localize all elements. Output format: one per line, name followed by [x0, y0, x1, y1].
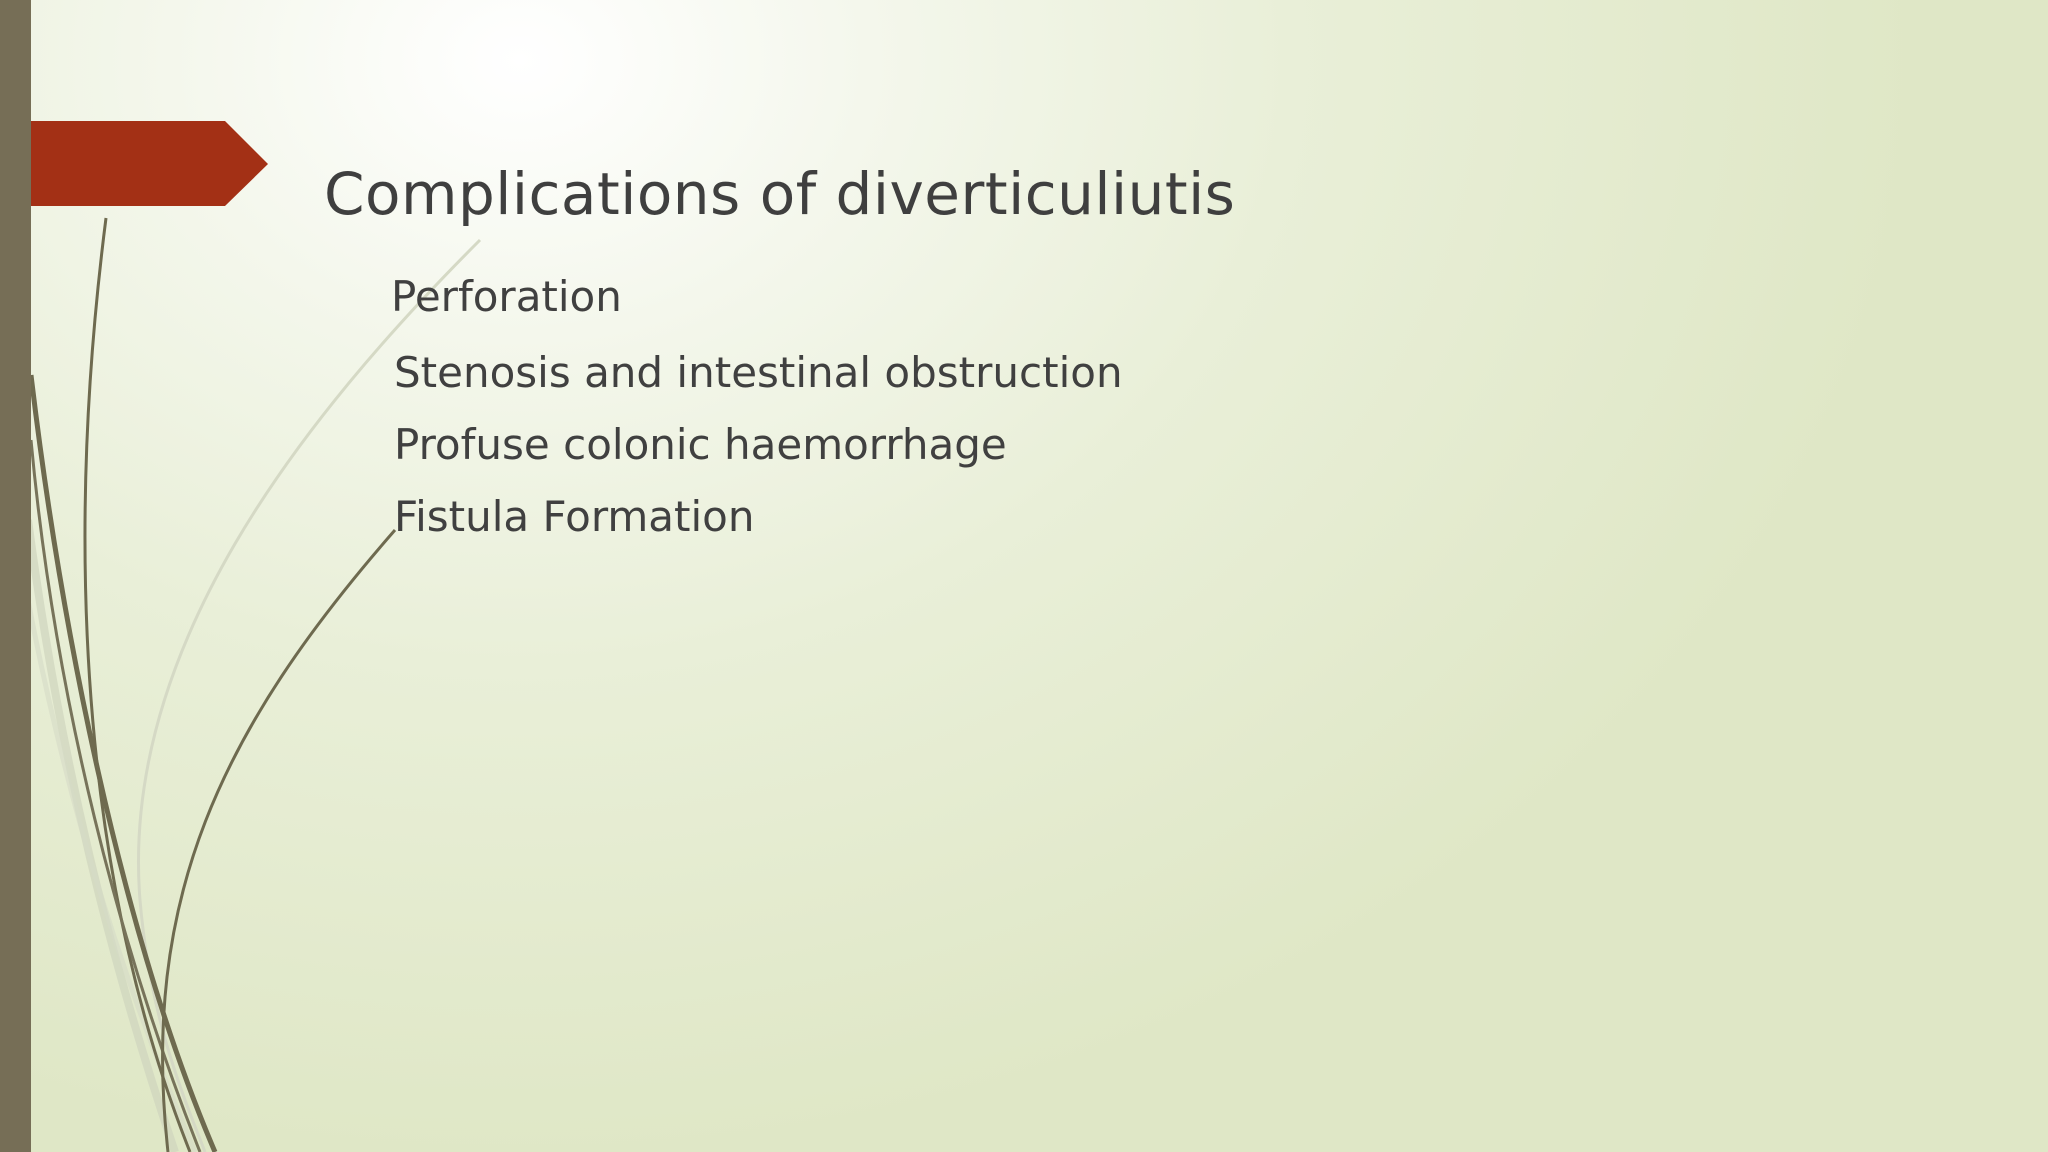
accent-arrow-shape — [0, 121, 268, 206]
pale-curve-2 — [28, 520, 175, 1152]
olive-curve-2 — [31, 375, 215, 1152]
slide-title: Complications of diverticuliutis — [324, 160, 1236, 228]
left-side-bar — [0, 0, 31, 1152]
bullet-item-haemorrhage: Profuse colonic haemorrhage — [394, 420, 1007, 469]
olive-curve-4 — [163, 530, 395, 1152]
bullet-item-stenosis: Stenosis and intestinal obstruction — [394, 348, 1123, 397]
bullet-item-fistula: Fistula Formation — [394, 492, 755, 541]
bullet-item-perforation: Perforation — [391, 272, 622, 321]
